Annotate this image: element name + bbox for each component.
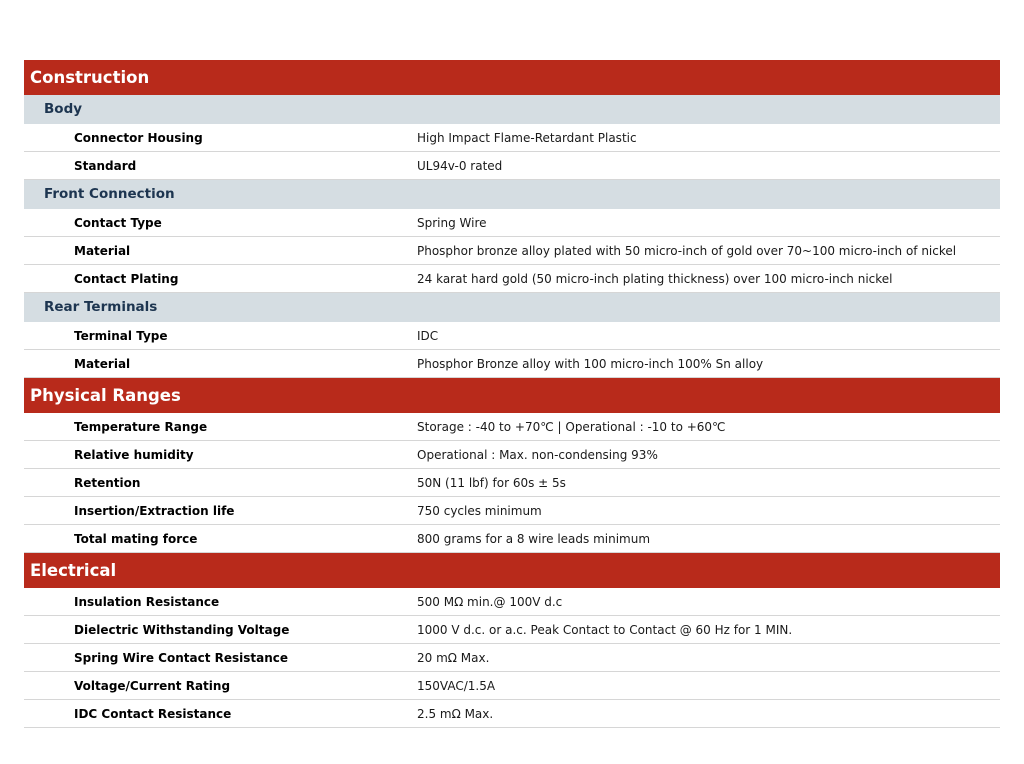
table-row bbox=[24, 644, 1000, 672]
section-header-construction: Construction bbox=[24, 60, 1000, 95]
row-value: 150VAC/1.5A bbox=[417, 678, 496, 693]
row-label: Relative humidity bbox=[74, 447, 194, 462]
row-value: 24 karat hard gold (50 micro-inch plating thickness) over 100 micro-inch nickel bbox=[417, 271, 893, 286]
row-value: Storage : -40 to +70℃ | Operational : -10 to +60℃ bbox=[417, 419, 726, 434]
subsection-header-front-connection: Front Connection bbox=[24, 180, 1000, 209]
section-header-electrical: Electrical bbox=[24, 553, 1000, 588]
row-label: Connector Housing bbox=[74, 130, 203, 145]
row-value: Spring Wire bbox=[417, 215, 487, 230]
row-value: Phosphor Bronze alloy with 100 micro-inch 100% Sn alloy bbox=[417, 356, 764, 371]
row-label: IDC Contact Resistance bbox=[74, 706, 232, 721]
table-row bbox=[24, 616, 1000, 644]
row-value: UL94v-0 rated bbox=[417, 158, 503, 173]
row-value: 750 cycles minimum bbox=[417, 503, 542, 518]
row-label: Material bbox=[74, 243, 131, 258]
table-row bbox=[24, 700, 1000, 728]
table-row bbox=[24, 469, 1000, 497]
row-value: 2.5 mΩ Max. bbox=[417, 706, 494, 721]
row-value: 50N (11 lbf) for 60s ± 5s bbox=[417, 475, 566, 490]
row-value: Phosphor bronze alloy plated with 50 micro-inch of gold over 70~100 micro-inch of nickel bbox=[417, 243, 957, 258]
row-label: Dielectric Withstanding Voltage bbox=[74, 622, 290, 637]
subsection-header-body: Body bbox=[24, 95, 1000, 124]
table-row bbox=[24, 441, 1000, 469]
table-row bbox=[24, 237, 1000, 265]
row-label: Material bbox=[74, 356, 131, 371]
spec-table bbox=[24, 60, 1000, 728]
row-value: 800 grams for a 8 wire leads minimum bbox=[417, 531, 651, 546]
table-row bbox=[24, 124, 1000, 152]
table-row bbox=[24, 265, 1000, 293]
row-label: Standard bbox=[74, 158, 137, 173]
row-value: 20 mΩ Max. bbox=[417, 650, 490, 665]
row-label: Total mating force bbox=[74, 531, 198, 546]
row-label: Retention bbox=[74, 475, 141, 490]
table-row bbox=[24, 525, 1000, 553]
table-row bbox=[24, 152, 1000, 180]
table-row bbox=[24, 497, 1000, 525]
table-row bbox=[24, 672, 1000, 700]
row-value: 500 MΩ min.@ 100V d.c bbox=[417, 594, 563, 609]
row-value: Operational : Max. non-condensing 93% bbox=[417, 447, 658, 462]
subsection-header-rear-terminals: Rear Terminals bbox=[24, 293, 1000, 322]
section-header-physical-ranges: Physical Ranges bbox=[24, 378, 1000, 413]
row-value: High Impact Flame-Retardant Plastic bbox=[417, 130, 637, 145]
row-label: Spring Wire Contact Resistance bbox=[74, 650, 289, 665]
table-row bbox=[24, 350, 1000, 378]
row-label: Insertion/Extraction life bbox=[74, 503, 235, 518]
table-row bbox=[24, 413, 1000, 441]
row-label: Voltage/Current Rating bbox=[74, 678, 231, 693]
row-label: Temperature Range bbox=[74, 419, 208, 434]
row-value: 1000 V d.c. or a.c. Peak Contact to Contact @ 60 Hz for 1 MIN. bbox=[417, 622, 793, 637]
row-label: Terminal Type bbox=[74, 328, 168, 343]
table-row bbox=[24, 322, 1000, 350]
row-label: Insulation Resistance bbox=[74, 594, 220, 609]
table-row bbox=[24, 588, 1000, 616]
table-row bbox=[24, 209, 1000, 237]
row-value: IDC bbox=[417, 328, 439, 343]
row-label: Contact Type bbox=[74, 215, 162, 230]
row-label: Contact Plating bbox=[74, 271, 179, 286]
